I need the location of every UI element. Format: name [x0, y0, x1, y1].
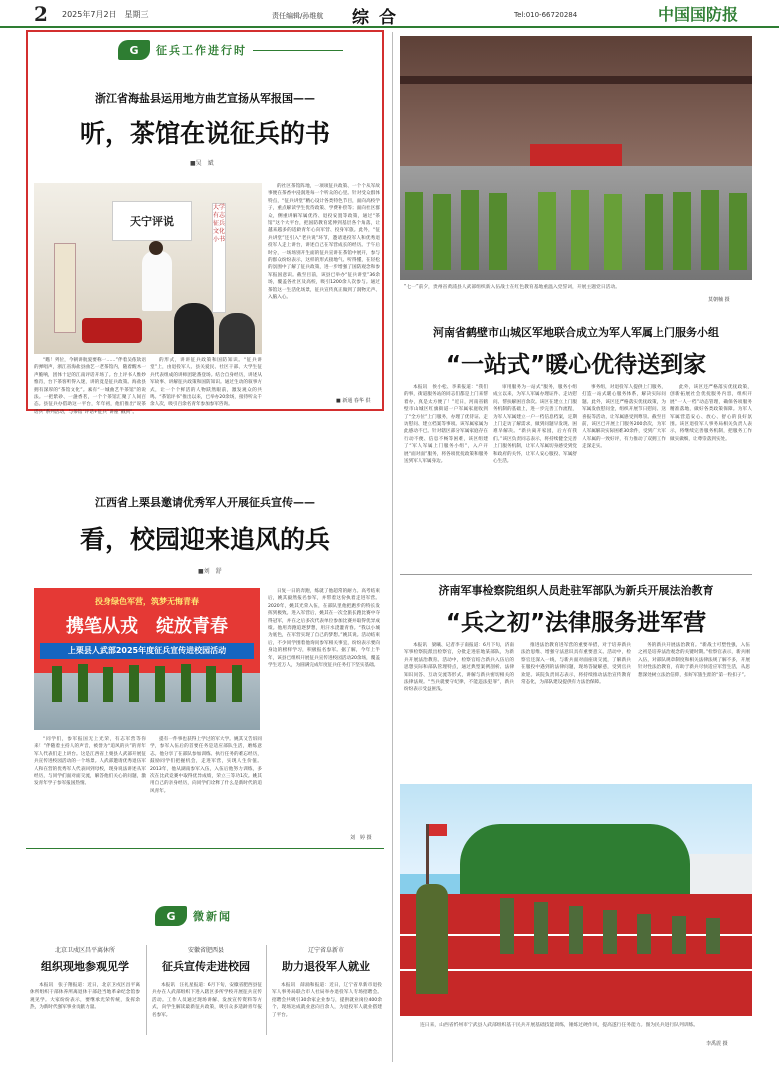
telephone: Tel:010-66720284 [514, 11, 578, 19]
article4-col3: 务的新兵开展法治教育。“新战士可塑性强，入伍之初是培养法治观念的关键时期。”检察官表示，新兵刚入伍，对部队规章制度和相关法律法规了解不多，开展针对性法治教育，有助于新兵尽快适应军营生活，从思想深处树立法治信仰，扣好军旅生涯的“第一粒扣子”。 [638, 643, 750, 678]
soldiers-left [400, 186, 512, 270]
column-divider [392, 32, 393, 1062]
soldiers-center [530, 186, 630, 270]
event-banner: 上栗县人武部2025年度征兵宣传进校园活动 [40, 643, 254, 659]
audience-member [174, 303, 214, 354]
oath-ceremony-photo [400, 36, 752, 280]
article3-col1: 本报讯 侯小松、李莱报道：“我们的事，街道服务站的同志们都是上门来帮着办，真是太方便了！”近日，河南省鹤壁市山城区红旗街道一户军属家庭收到了“全方位”上门服务，办理了优待证、走访慰问、建立档案等事项。该军属家属为此感动不已。针对辖区部分军属家庭存在行动不便、信息不畅等困难，该区组建了“军人军属上门服务小组”，入户开展“面对面”服务，将各项优抚政策和服务送到军人军属身边。 [404, 385, 488, 465]
top-photo-credit: 莫朝楠 摄 [708, 297, 730, 303]
leaf-logo-icon: G [118, 40, 150, 60]
teahouse-photo [34, 183, 262, 354]
soldiers-right [640, 186, 752, 270]
backdrop-headline: 携笔从戎 绽放青春 [66, 616, 228, 637]
brief2-place: 安徽省肥西县 [187, 947, 224, 954]
backdrop-slogan: 投身绿色军营，筑梦无悔青春 [95, 597, 199, 606]
red-flag [429, 824, 447, 836]
balcony-rail [400, 76, 752, 84]
soldiers-row [44, 662, 250, 702]
article4-title: “兵之初”法律服务进军营 [445, 610, 707, 636]
stage-sign: 天宁评说 [112, 201, 192, 241]
article3-col3: 事务组，对退役军人提供上门服务，打造一站式暖心服务体系，解决实际问题。此外，该区还严格落实优抚政策，为军属发放慰问金，组织开展节日慰问、送喜报等活动，让军属感受到尊崇。截至目前，该区已开展上门服务200余次，为军人军属解决实际困难30余件，受到广大军人军属的一致好评，有力推动了双拥工作走深走实。 [582, 385, 666, 450]
briefs-top-rule [26, 848, 384, 849]
brief1-title: 组织现地参观见学 [41, 960, 129, 973]
squad-leader [416, 884, 448, 994]
brief3-text: 本报讯 薛涌和报道：近日，辽宁省阜新市退役军人事务局联合市人社局举办退役军人专场招聘会。招聘会共吸引30余家企业参与，提供就业岗位400余个，现场达成就业意向百余人，为退役军人就业搭建了平台。 [272, 983, 382, 1018]
brief1-text: 本报讯 张子翔报道：近日，北京卫戍区昌平离休所组织干部休养所离退休干部赴当地革命纪念馆参观见学。大家纷纷表示，要继承光荣传统，发挥余热，为新时代强军事业贡献力量。 [30, 983, 140, 1011]
leaf-logo-icon: G [155, 906, 187, 926]
brief3-title: 助力退役军人就业 [282, 960, 370, 973]
performer-head [149, 241, 163, 255]
track-line [400, 969, 752, 971]
militia-training-photo [400, 784, 752, 1016]
article1-credit: ■ 新通 春华 供 [336, 398, 371, 404]
performer-figure [142, 251, 172, 311]
brief-divider [266, 945, 267, 1035]
trees [460, 824, 690, 894]
article4-col2: 推进法治教育进军营的重要举措，对于培养新兵法治思维、增强守法意识具有重要意义。活动中，检察官还深入一线，与新兵面对面座谈交流，了解新兵在服役中遇到的法律问题，现场答疑解惑，受到官兵欢迎。该院负责同志表示，将持续推动法治宣传教育常态化，为部队建设提供有力法治保障。 [521, 643, 631, 686]
bottom-photo-credit: 李禹震 摄 [706, 1041, 728, 1047]
brief2-title: 征兵宣传走进校园 [162, 960, 250, 973]
article1-title: 听，茶馆在说征兵的书 [79, 119, 330, 148]
militia-row [490, 894, 730, 954]
article2-col3: 日复一日的奔跑，练就了他超常的耐力。高考结束后，姚其毅然报名参军，并带着这份执着走进军营。2020年，姚其光荣入伍，在部队里他把跑步的特长发挥到极致。进入军营后，姚其在一次全旅长跑比赛中夺得冠军，并在之后多次代表单位参加比赛并取得优异成绩。他用奔跑追逐梦想，用汗水浇灌青春。“我以小城为底色，在军营实现了自己的梦想。”姚其说。活动结束后，不少同学围着他询问参军相关事宜，纷纷表示要向身边的榜样学习，积极报名参军。据了解，今年上半年，该县已组织开展征兵宣传进校园活动20余场，覆盖学生近万人，为圆满完成年度征兵任务打下坚实基础。 [268, 589, 380, 669]
campus-event-photo [34, 588, 260, 730]
briefs-banner [155, 906, 232, 926]
red-table [82, 318, 142, 343]
newspaper-logo: 中国国防报 [658, 5, 739, 24]
brief1-place: 北京卫戍区昌平离休所 [54, 947, 115, 954]
article1-byline: ■吴 斌 [190, 160, 214, 167]
section-title: 综合 [352, 8, 406, 28]
article3-title: “一站式”暖心优待送到家 [445, 352, 707, 378]
article4-subtitle: 济南军事检察院组织人员赴驻军部队为新兵开展法治教育 [438, 584, 714, 597]
article1-subtitle: 浙江省海盐县运用地方曲艺宣扬从军报国—— [95, 92, 315, 105]
issue-date: 2025年7月2日 星期三 [62, 10, 149, 19]
audience-member [219, 313, 255, 354]
vertical-banner: 大学有志征兵文化小书 [212, 203, 226, 313]
article2-credit: 刘 婷 摄 [350, 835, 372, 841]
article1-col1: “瞧！列位，今朝讲航爱要称一……”伴着吴侬软语的弹唱声，浙江省海盐县曲艺一老茶馆内，随着醒木一声脆响，团体十足的江南评话开场了。台上评书人惟妙惟肖，台下茶客听得入迷，讲的竟是征兵政策。海盐县拥有深厚的“茶馆文化”。素有“一城曲艺半茶馆”的说法。一把紫砂、一盏香茗，一个个茶馆汇聚了人间百态。县征兵办借助这一平台，年年初，他们推出“说茶话兵”系列活动，与茶馆“评话+征兵”讲座“戳到”。 [34, 358, 146, 415]
banner-label: 征兵工作进行时 [156, 44, 247, 57]
brief-divider [146, 945, 147, 1035]
article2-subtitle: 江西省上栗县邀请优秀军人开展征兵宣传—— [95, 496, 315, 509]
article3-col4: 此外，该区还严格落实优抚政策，创新拓展社会优抚服务内容，组织开展“一人一档”动态管理，确保各项服务精准落地，做好各类政策保障。为军人军属营造安心、放心、舒心的良好氛围。该区退役军人事务局相关负责人表示，将继续完善服务机制，把服务工作做实做细，让尊崇落到实处。 [670, 385, 752, 442]
article3-col2: 审用服务为一站式“服务，服务小组成立以来，为军人军属办理证件、走访慰问、帮扶解困百余次。该区在建立上门服务机制的基础上，进一步完善工作流程，为军人军属建立一户一档信息档案，定期上门走访了解需求，做到问题早发现、困难早解决。“新兵离开家园，后方有我们。”该区负责同志表示，将持续健全完善上门服务机制，让军人军属切身感受到党和政府的关怀，让军人安心服役、军属舒心生活。 [493, 385, 577, 465]
banner-rule [253, 50, 343, 51]
article1-col2: 的形式，讲讲征兵政策和国防知识。“征兵讲堂”上，由退役军人、县关爱民、社区干部、大学生征兵代表组成的讲师团轮番登场。结合自身经历，讲述从军故事、讲解征兵政策和国防知识。通过生动的叙事方式，让一个个鲜活的人物跃然眼前，激发观众的共鸣。“茶馆评书”推出以来，已举办20余场，接待听众千余人次，吸引百余名青年参加参军咨询。 [150, 358, 262, 408]
poster-stand [54, 243, 76, 333]
page-number: 2 [34, 2, 48, 26]
article1-col3: 的社区茶馆阵地，一项项征兵政策、一个个从军故事便在茶香中浸润进每一个听众的心里。针对受众群体特点，“征兵讲堂”精心设计各类特色节目，面向高校学子，重点解读学生优待政策、学费补偿等；面向社区群众，侧重讲解军属优待、退役安置等政策，通过“茶馆”这个大平台，把国防教育延伸到基层各个角落，让越来越多的适龄青年心向军营、投身军旅。此外，“征兵讲堂”还引入“老兵说”环节，邀请退役军人和优秀退役军人走上讲台，讲述自己在军营成长的经历。于午后时分，一场场别开生面的征兵宣讲在茶馆中展开，参与的群众纷纷表示，这样的形式接地气、听得懂，在轻松的氛围中了解了征兵政策，进一步增强了国防观念和参军报国意识。截至目前，该县已举办“征兵讲堂”36余场，覆盖各社区及高校，吸引1200余人次参与。通过茶馆这一生活化场景，征兵宣传真正做到了润物无声、入脑入心。 [268, 184, 380, 301]
section-rule [400, 574, 752, 575]
briefs-label: 微新闻 [193, 910, 232, 923]
article1-banner [118, 40, 343, 60]
page-header [0, 0, 779, 28]
editor-credit: 责任编辑/孙维航 [272, 12, 324, 20]
top-photo-caption: “七一”前夕，贵州省黄浦县人武部组织新入伍战士在红色教育基地重温入党誓词，开展主题党日活动。 [404, 285, 621, 290]
article2-title: 看，校园迎来追风的兵 [79, 525, 330, 554]
bottom-photo-caption: 连日来，山西省忻州市宁武县人武部组织基干民兵开展基础技能训练，锤炼过硬作风，提高遂行任务能力。图为民兵进行队列训练。 [420, 1023, 699, 1028]
article2-col2: 提有一件事也获得上学过的军大学。姚其又告诉同学，参军入伍后的首要任务是适应部队生活，磨练意志。他分享了在部队参加训练、执行任务的难忘经历，鼓励同学们把握机会，走进军营，实现人生价值。2013年，他从湖南参军入伍，入伍后他努力训练，多次在比武竞赛中取得优异成绩，荣立三等功1次。姚其用自己的亲身经历，向同学们诠释了什么是新时代的追风青年。 [150, 737, 262, 794]
article4-col1: 本报讯 梁曦、记者李子南报道：6月下旬，济南军事检察院派出检察官，分批走进驻地某部队，为新兵开展法治教育。活动中，检察官结合新兵入伍后的思想实际和部队管理特点，通过典型案例剖析、法律知识问答、互动交流等形式，讲解与新兵密切相关的法律法规。“当兵就要守纪律，不能违法犯罪”，新兵纷纷表示受益匪浅。 [404, 643, 514, 693]
article2-byline: ■刘 舒 [198, 568, 222, 575]
article2-col1: “同学们，参军报国无上光荣，有志军营等你来！”伴随着主持人的声音，被誉为“追风的兵”的青年军人代表们走上讲台。这是江西省上栗县人武部开展征兵宣传进校园活动的一个场景。人武部邀请优秀退伍军人和在营的优秀军人代表回到母校，现身说法讲述从军经历，与同学们面对面交流，解答他们关心的问题，激发青年学子参军报国热情。 [34, 737, 146, 787]
brief2-text: 本报讯 汪礼星报道：6月下旬，安徽省肥西县征兵办在人武部组织下进入辖区多所学校开展征兵宣传活动。工作人员通过现场讲解、发放宣传资料等方式，向学生解读最新征兵政策，吸引众多适龄青年报名参军。 [152, 983, 262, 1018]
brief3-place: 辽宁省阜新市 [307, 947, 344, 954]
article3-subtitle: 河南省鹤壁市山城区军地联合成立为军人军属上门服务小组 [433, 326, 719, 339]
